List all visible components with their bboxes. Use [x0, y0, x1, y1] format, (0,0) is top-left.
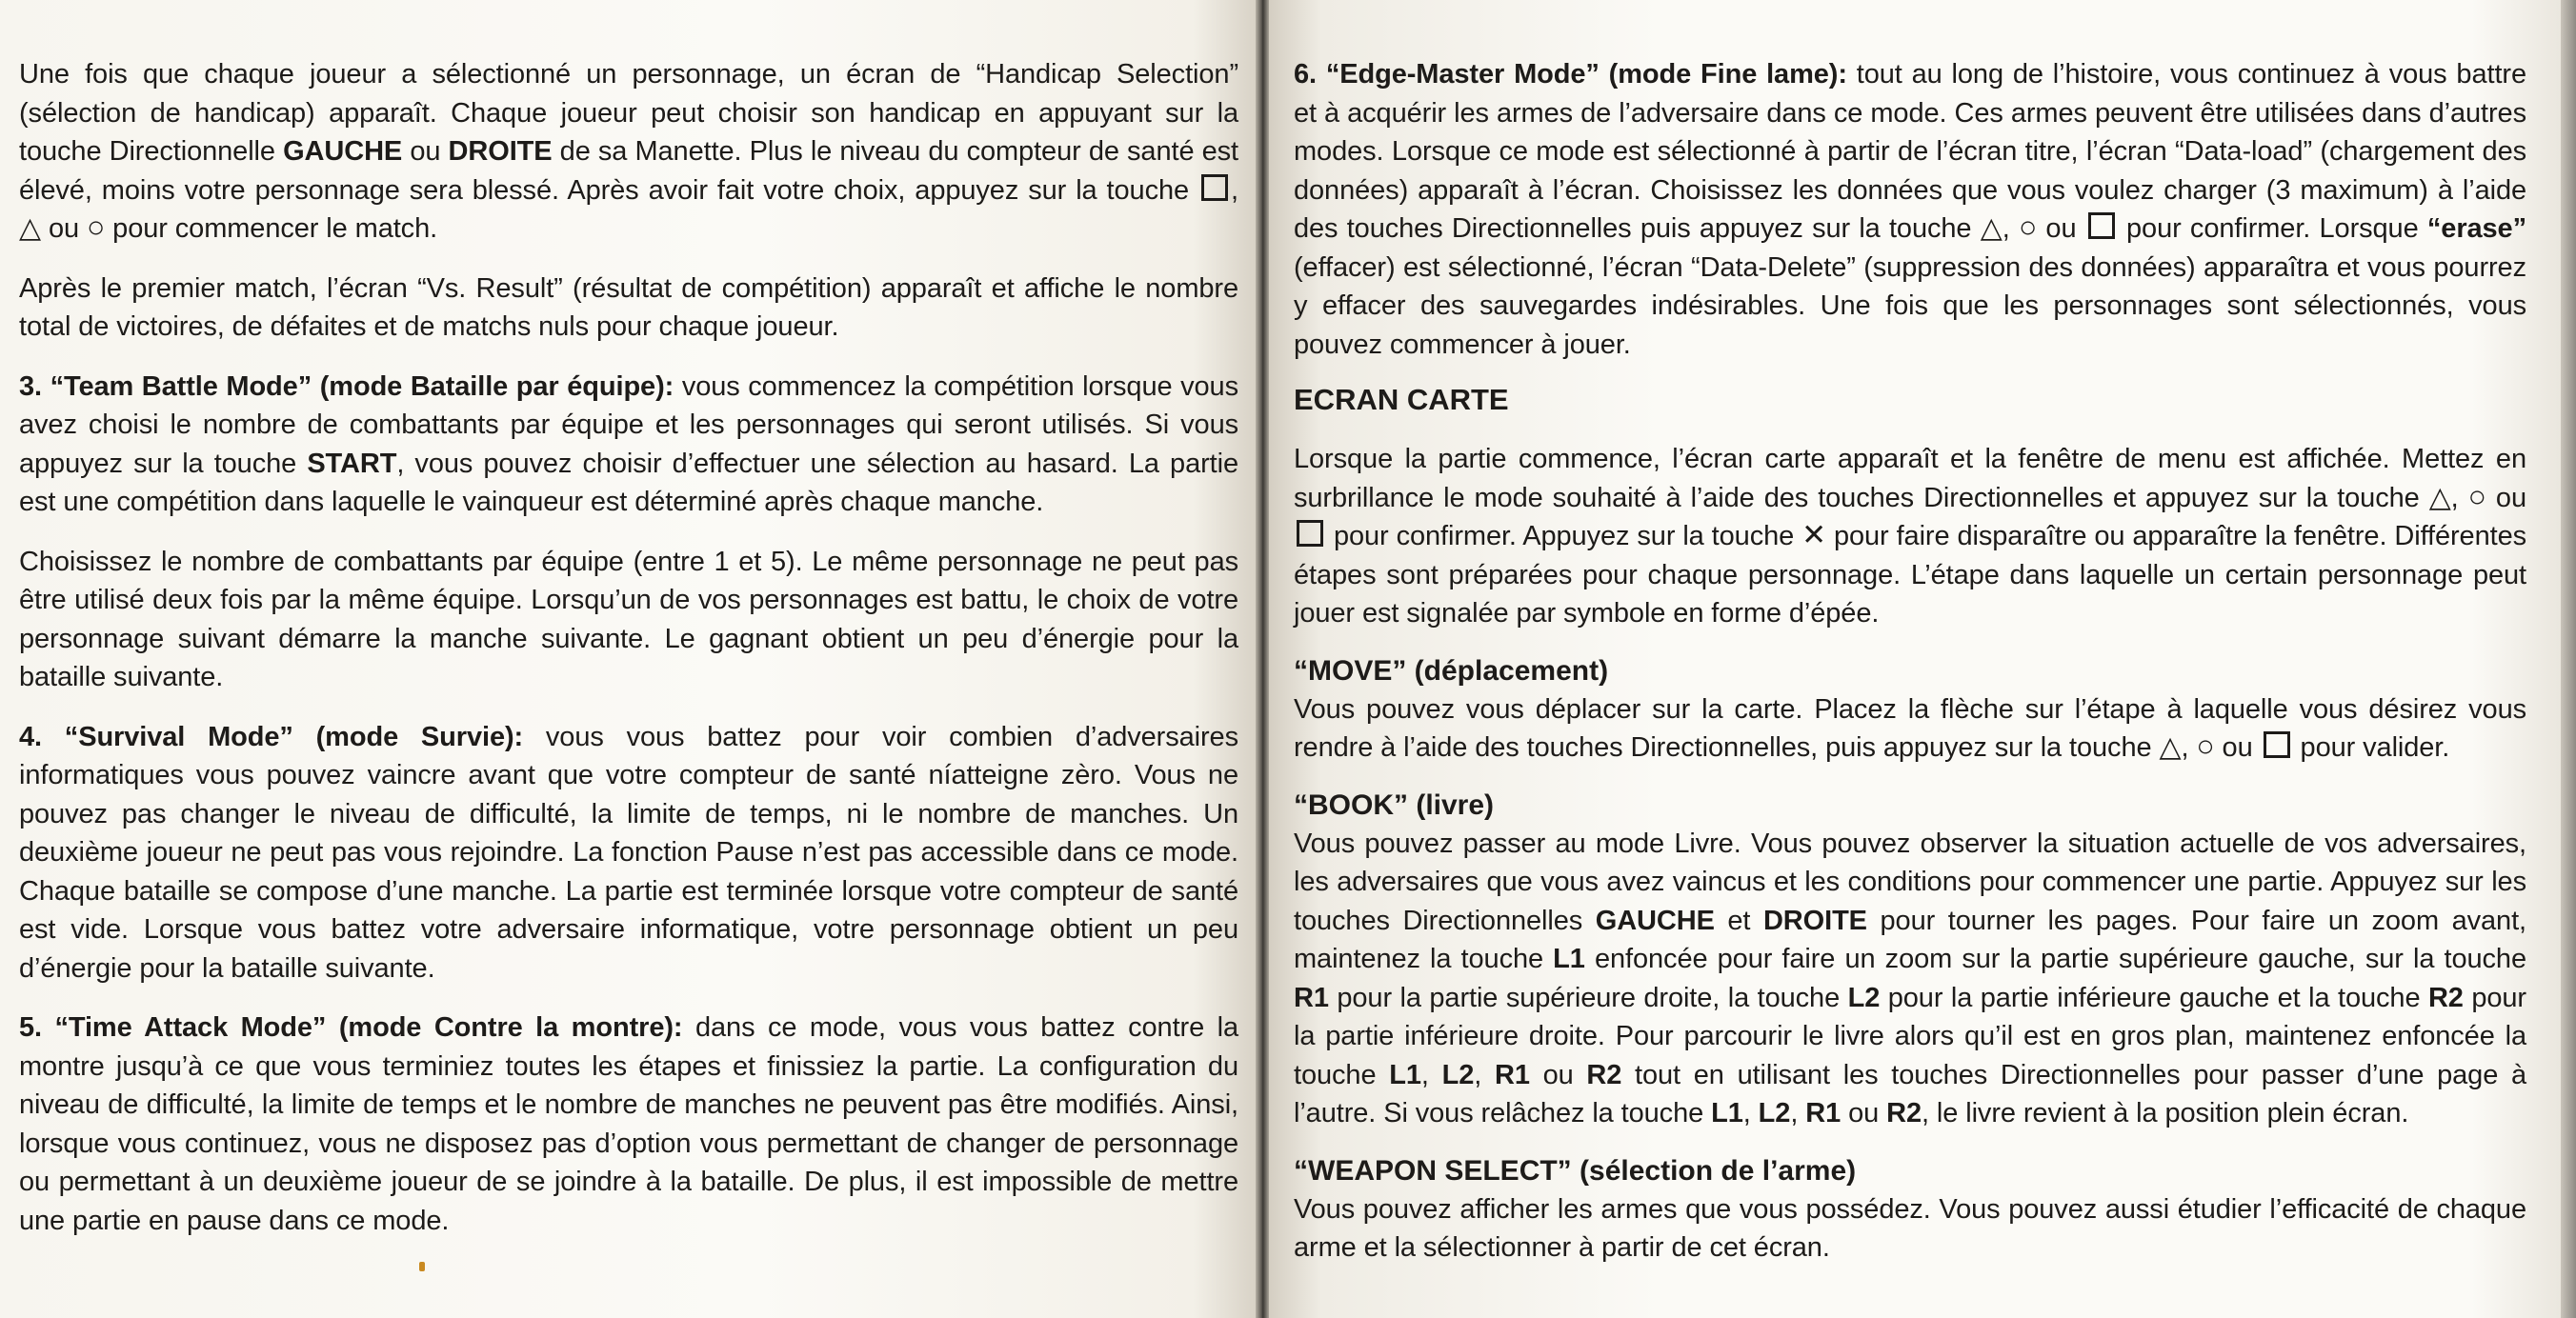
paragraph-move: Vous pouvez vous déplacer sur la carte. Placez la flèche sur l’étape à laquelle vous désirez vous rendre à l’aide des touches Directionnelles, puis appuyez sur la touche △, ○ ou pour valider.: [1294, 693, 2526, 763]
paragraph-ecran-carte: Lorsque la partie commence, l’écran carte apparaît et la fenêtre de menu est affichée. Mettez en surbrillance le mode souhaité à l’aide des touches Directionnelles et appuyez sur la touche △, ○ ou pour confirmer. Appuyez sur la touche ✕ pour faire disparaître ou apparaître la fenêtre. Différentes étapes sont préparées pour chaque personnage. L’étape dans laquelle un certain personnage peut jouer est signalée par symbole en forme d’épée.: [1294, 444, 2526, 629]
triangle-button-icon: △: [1980, 212, 2002, 244]
cross-button-icon: ✕: [1801, 518, 1826, 551]
square-button-icon: [2264, 731, 2290, 758]
paragraph-handicap: Une fois que chaque joueur a sélectionné un personnage, un écran de “Handicap Selection” (sélection de handicap) apparaît. Chaque joueur peut choisir son handicap en appuyant sur la touche Directionnelle GAUCHE ou DROITE de sa Manette. Plus le niveau du compteur de santé est élevé, moins votre personnage sera blessé. Après avoir fait votre choix, appuyez sur la touche , △ ou ○ pour commencer le match.: [19, 59, 1239, 244]
section-title-ecran-carte: ECRAN CARTE: [1294, 383, 1509, 416]
paragraph-edge-master: 6. “Edge-Master Mode” (mode Fine lame): tout au long de l’histoire, vous continuez à vous battre et à acquérir les armes de l’adversaire dans ce mode. Ces armes peuvent être utilisées dans d’autres modes. Lorsque ce mode est sélectionné à partir de l’écran titre, l’écran “Data-load” (chargement des données) apparaît à l’écran. Choisissez les données que vous voulez charger (3 maximum) à l’aide des touches Directionnelles puis appuyez sur la touche △, ○ ou pour confirmer. Lorsque “erase” (effacer) est sélectionné, l’écran “Data-Delete” (suppression des données) apparaîtra et vous pourrez y effacer des sauvegardes indésirables. Une fois que les personnages sont sélectionnés, vous pouvez commencer à jouer.: [1294, 59, 2526, 360]
square-button-icon: [1201, 174, 1228, 201]
circle-button-icon: ○: [2196, 729, 2215, 763]
heading-weapon-select: “WEAPON SELECT” (sélection de l’arme): [1294, 1154, 1857, 1187]
triangle-button-icon: △: [2428, 481, 2451, 513]
page-mark: [419, 1262, 425, 1271]
heading-move: “MOVE” (déplacement): [1294, 654, 1609, 687]
paragraph-weapon-select: Vous pouvez afficher les armes que vous possédez. Vous pouvez aussi étudier l’efficacité de chaque arme et la sélectionner à partir de cet écran.: [1294, 1193, 2526, 1263]
paragraph-vs-result: Après le premier match, l’écran “Vs. Result” (résultat de compétition) apparaît et affiche le nombre total de victoires, de défaites et de matchs nuls pour chaque joueur.: [19, 272, 1238, 342]
circle-button-icon: ○: [2467, 478, 2486, 513]
heading-book: “BOOK” (livre): [1294, 789, 1495, 821]
paragraph-survival: 4. “Survival Mode” (mode Survie): vous vous battez pour voir combien d’adversaires informatiques vous pouvez vaincre avant que votre compteur de santé níatteigne zèro. Vous ne pouvez pas changer le niveau de difficulté, la limite de temps, ni le nombre de manches. Un deuxième joueur ne peut pas vous rejoindre. La fonction Pause n’est pas accessible dans ce mode. Chaque bataille se compose d’une manche. La partie est terminée lorsque votre compteur de santé est vide. Lorsque vous battez votre adversaire informatique, votre personnage obtient un peu d’énergie pour la bataille suivante.: [19, 721, 1238, 984]
paragraph-book: Vous pouvez passer au mode Livre. Vous pouvez observer la situation actuelle de vos adversaires, les adversaires que vous avez vaincus et les conditions pour commencer une partie. Appuyez sur les touches Directionnelles GAUCHE et DROITE pour tourner les pages. Pour faire un zoom avant, maintenez la touche L1 enfoncée pour faire un zoom sur la partie supérieure gauche, sur la touche R1 pour la partie supérieure droite, la touche L2 pour la partie inférieure gauche et la touche R2 pour la partie inférieure droite. Pour parcourir le livre alors qu’il est en gros plan, maintenez enfoncée la touche L1, L2, R1 ou R2 tout en utilisant les touches Directionnelles pour passer d’une page à l’autre. Si vous relâchez la touche L1, L2, R1 ou R2, le livre revient à la position plein écran.: [1294, 828, 2527, 1128]
square-button-icon: [1297, 520, 1323, 547]
circle-button-icon: ○: [2018, 210, 2038, 244]
paragraph-team-size: Choisissez le nombre de combattants par équipe (entre 1 et 5). Le même personnage ne peut pas être utilisé deux fois par la même équipe. Lorsqu’un de vos personnages est battu, le choix de votre personnage suivant démarre la manche suivante. Le gagnant obtient un peu d’énergie pour la bataille suivante.: [19, 546, 1238, 692]
book-gutter: [1256, 0, 1269, 1318]
page-edge: [2561, 0, 2576, 1318]
square-button-icon: [2088, 212, 2115, 239]
left-page: [0, 0, 1256, 1318]
paragraph-time-attack: 5. “Time Attack Mode” (mode Contre la montre): dans ce mode, vous vous battez contre la montre jusqu’à ce que vous terminiez toutes les étapes et finissiez la partie. La configuration du niveau de difficulté, la limite de temps et le nombre de manches ne peuvent pas être modifiés. Ainsi, lorsque vous continuez, vous ne disposez pas d’option vous permettant de changer de personnage ou permettant à un deuxième joueur de se joindre à la bataille. De plus, il est impossible de mettre une partie en pause dans ce mode.: [19, 1012, 1238, 1236]
right-page: [1269, 0, 2576, 1318]
paragraph-team-battle: 3. “Team Battle Mode” (mode Bataille par équipe): vous commencez la compétition lorsque vous avez choisi le nombre de combattants par équipe et les personnages qui seront utilisés. Si vous appuyez sur la touche START, vous pouvez choisir d’effectuer une sélection au hasard. La partie est une compétition dans laquelle le vainqueur est déterminé après chaque manche.: [19, 370, 1238, 517]
circle-button-icon: ○: [86, 210, 106, 244]
triangle-button-icon: △: [19, 212, 41, 244]
triangle-button-icon: △: [2159, 731, 2182, 763]
